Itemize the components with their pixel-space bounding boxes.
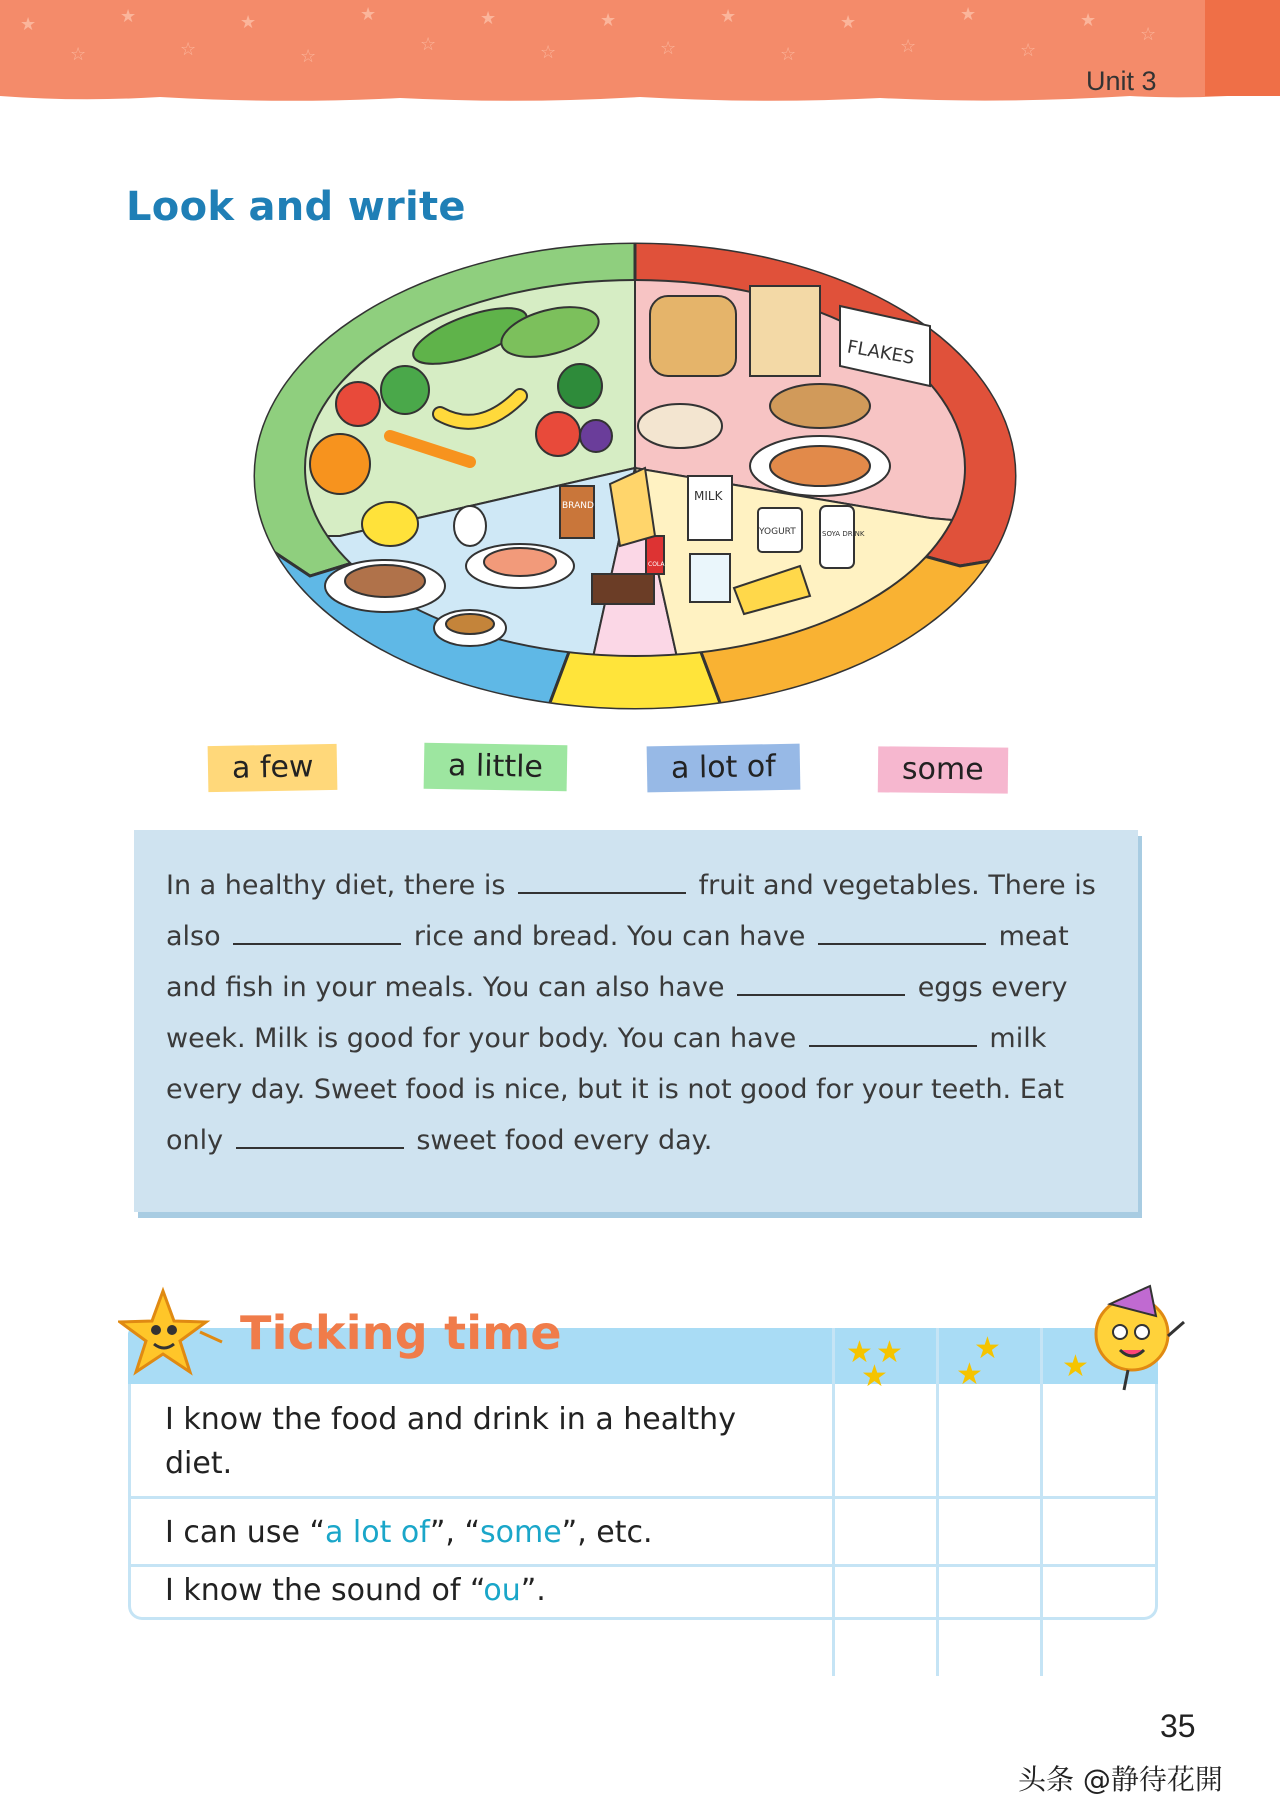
answer-blank-2[interactable]	[233, 917, 401, 945]
answer-blank-4[interactable]	[737, 968, 905, 996]
ticking-highlight-a-lot-of: a lot of	[325, 1515, 430, 1550]
svg-text:☆: ☆	[660, 38, 677, 59]
passage-part-6: milk every day. Sweet food is nice, but it is not good for your teeth. Eat only	[166, 1023, 1064, 1156]
flakes-box-label: FLAKES	[845, 336, 916, 369]
svg-text:★: ★	[120, 6, 137, 27]
svg-text:★: ★	[240, 12, 257, 33]
beans-can-label: BRAND	[562, 501, 594, 511]
ticking-statement-3-pre: I know the sound of “	[165, 1573, 484, 1608]
yogurt-pot-label: YOGURT	[759, 527, 796, 537]
ticking-time-title: Ticking time	[240, 1306, 562, 1360]
svg-text:★: ★	[960, 4, 977, 25]
answer-blank-6[interactable]	[236, 1121, 404, 1149]
ticking-statement-2-pre: I can use “	[165, 1515, 325, 1550]
svg-text:★: ★	[480, 8, 497, 29]
svg-text:☆: ☆	[180, 39, 197, 60]
ticking-highlight-ou: ou	[483, 1573, 521, 1608]
svg-text:★: ★	[720, 6, 737, 27]
svg-text:★: ★	[600, 10, 617, 31]
watermark: 头条 @静待花開	[1018, 1763, 1223, 1796]
word-tag-a-little: a little	[424, 743, 568, 791]
svg-text:★: ★	[20, 14, 37, 35]
svg-text:☆: ☆	[420, 34, 437, 55]
tick-column-two-stars[interactable]	[939, 1384, 1039, 1620]
svg-text:☆: ☆	[1140, 24, 1157, 45]
sun-mascot-icon	[1080, 1276, 1188, 1396]
star-mascot-icon	[118, 1286, 228, 1386]
answer-blank-5[interactable]	[809, 1019, 977, 1047]
tick-column-three-stars[interactable]	[835, 1384, 935, 1620]
soya-drink-label: SOYA DRINK	[822, 530, 865, 538]
ticking-statement-3	[165, 1569, 785, 1613]
svg-text:★: ★	[956, 1357, 983, 1386]
cola-can-label: COLA	[648, 561, 665, 568]
ticking-statement-2-mid: ”, “	[429, 1515, 480, 1550]
two-stars-icon	[956, 1332, 1026, 1386]
svg-text:★: ★	[1062, 1349, 1089, 1384]
page-number: 35	[1160, 1708, 1196, 1744]
passage-part-5: eggs every week. Milk is good for your body. You can have	[166, 972, 1068, 1054]
passage-part-4: meat and fish in your meals. You can also have	[166, 921, 1069, 1003]
ticking-statement-1: I know the food and drink in a healthy diet.	[165, 1402, 736, 1481]
ticking-statement-3-post: ”.	[520, 1573, 546, 1608]
ticking-statement-2	[165, 1511, 785, 1555]
tick-column-one-star[interactable]	[1043, 1384, 1143, 1620]
svg-text:☆: ☆	[540, 42, 557, 63]
svg-text:☆: ☆	[1020, 40, 1037, 61]
answer-blank-3[interactable]	[818, 917, 986, 945]
svg-text:☆: ☆	[70, 44, 87, 65]
passage-part-7: sweet food every day.	[416, 1125, 713, 1156]
answer-blank-1[interactable]	[518, 866, 686, 894]
milk-carton-label: MILK	[694, 489, 723, 503]
svg-text:★: ★	[1080, 10, 1097, 31]
passage-part-1: In a healthy diet, there is	[166, 870, 506, 901]
svg-text:★: ★	[876, 1335, 903, 1370]
ticking-statement-2-post: ”, etc.	[561, 1515, 653, 1550]
svg-text:☆: ☆	[300, 46, 317, 67]
svg-text:★: ★	[840, 12, 857, 33]
word-tag-a-few: a few	[208, 744, 338, 792]
svg-text:★: ★	[846, 1335, 873, 1370]
word-tag-a-lot-of: a lot of	[647, 744, 801, 793]
passage-part-3: rice and bread. You can have	[413, 921, 806, 952]
ticking-highlight-some: some	[479, 1515, 562, 1550]
word-tag-some: some	[878, 746, 1008, 793]
section-title: Look and write	[126, 184, 466, 230]
unit-label: Unit 3	[1086, 66, 1157, 96]
svg-text:★: ★	[974, 1332, 1001, 1366]
svg-text:☆: ☆	[900, 36, 917, 57]
food-plate-illustration	[250, 236, 1020, 716]
svg-text:★: ★	[861, 1359, 888, 1386]
passage-text	[166, 860, 1106, 1166]
svg-text:★: ★	[360, 4, 377, 25]
svg-text:☆: ☆	[780, 44, 797, 65]
ticking-time-section	[118, 1276, 1188, 1656]
passage-part-2: fruit and vegetables. There is also	[166, 870, 1096, 952]
three-stars-icon	[846, 1332, 936, 1386]
